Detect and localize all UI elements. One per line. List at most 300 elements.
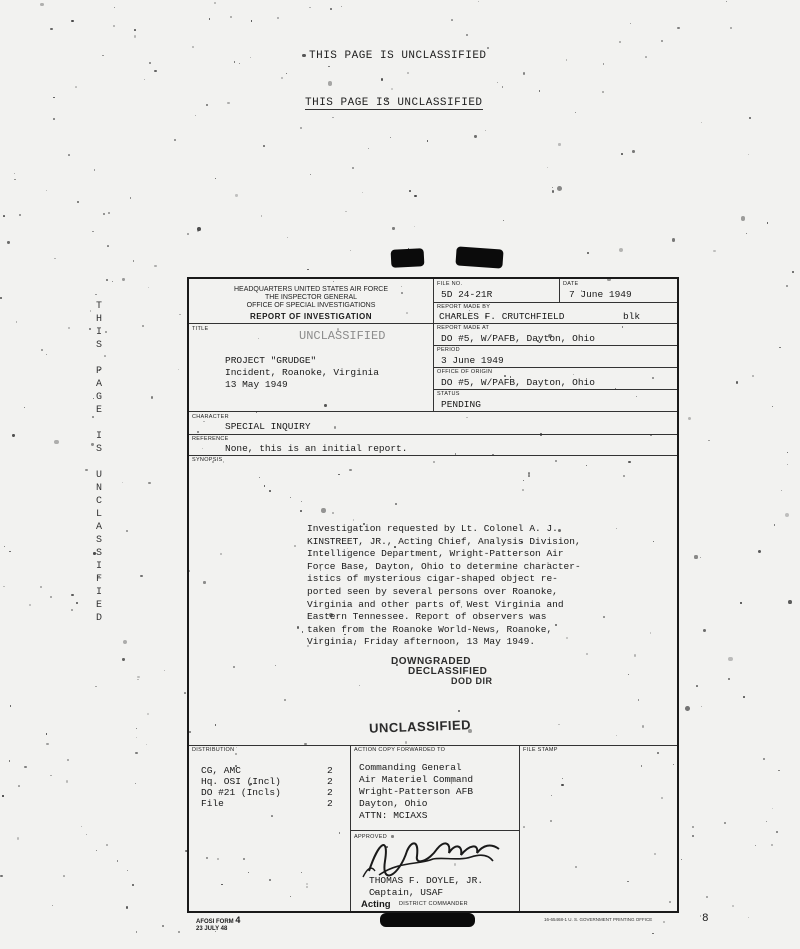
district-commander-label: DISTRICT COMMANDER	[399, 901, 468, 907]
report-title: REPORT OF INVESTIGATION	[249, 312, 373, 321]
speck	[7, 241, 9, 243]
form-date: 23 JULY 48	[196, 925, 228, 932]
distribution-name: Hq. OSI (Incl)	[201, 776, 281, 787]
distribution-count: 2	[327, 776, 333, 787]
side-stamp-letter: I	[95, 561, 102, 572]
speck	[3, 586, 5, 588]
speck	[758, 550, 761, 553]
speck	[287, 237, 288, 238]
speck	[771, 844, 773, 846]
speck	[330, 8, 332, 10]
speck	[151, 396, 153, 398]
speck	[67, 759, 69, 761]
signatory-rank: Captain, USAF	[369, 887, 444, 898]
speck	[146, 744, 147, 745]
speck	[3, 215, 5, 217]
speck	[772, 406, 773, 407]
speck	[681, 859, 682, 860]
speck	[362, 192, 363, 193]
speck	[40, 586, 42, 588]
speck	[162, 925, 164, 927]
speck	[19, 214, 21, 216]
speck	[50, 596, 52, 598]
side-stamp-letter: T	[95, 301, 102, 312]
speck	[122, 278, 124, 280]
period-value: 3 June 1949	[441, 355, 504, 366]
distribution-name: CG, AMC	[201, 765, 241, 776]
speck	[341, 6, 342, 7]
form-footer	[196, 917, 240, 932]
acting-label: Acting	[361, 899, 391, 910]
speck	[328, 66, 329, 67]
speck	[214, 2, 216, 4]
speck	[134, 29, 136, 31]
speck	[502, 86, 504, 88]
synopsis-line: istics of mysterious cigar-shaped object re-	[307, 573, 558, 585]
speck	[148, 482, 151, 485]
file-stamp-label: FILE STAMP	[523, 747, 558, 753]
speck	[703, 629, 706, 632]
speck	[776, 831, 778, 833]
speck	[786, 285, 788, 287]
speck	[9, 551, 11, 553]
period-label: PERIOD	[437, 347, 460, 353]
speck	[234, 61, 236, 63]
office-of-origin-label: OFFICE OF ORIGIN	[437, 369, 493, 375]
side-stamp-letter: I	[95, 431, 102, 442]
action-copy-label: ACTION COPY FORWARDED TO	[354, 747, 446, 753]
file-no-label: FILE NO.	[437, 281, 463, 287]
speck	[523, 72, 525, 74]
character-label: CHARACTER	[192, 414, 229, 420]
speck	[63, 875, 65, 877]
side-stamp-letter: S	[95, 535, 102, 546]
speck	[50, 775, 51, 776]
speck	[142, 325, 144, 327]
speck	[621, 153, 623, 155]
speck	[300, 127, 302, 129]
speck	[552, 187, 553, 188]
speck	[746, 233, 747, 234]
side-stamp-letter: S	[95, 340, 102, 351]
speck	[117, 860, 119, 862]
speck	[137, 676, 139, 678]
speck	[730, 27, 732, 29]
synopsis-line: taken from the Roanoke World-News, Roanoke,	[307, 623, 553, 635]
speck	[41, 349, 43, 351]
speck	[140, 575, 142, 577]
speck	[706, 896, 708, 898]
form-label: AFOSI FORM	[196, 919, 234, 925]
report-made-by-value: CHARLES F. CRUTCHFIELD	[439, 311, 565, 322]
report-made-at-value: DO #5, W/PAFB, Dayton, Ohio	[441, 333, 595, 344]
synopsis-line: Force Base, Dayton, Ohio to determine character-	[307, 560, 581, 572]
speck	[391, 88, 393, 90]
speck	[645, 56, 647, 58]
speck	[332, 117, 334, 119]
speck	[478, 1, 479, 2]
speck	[774, 524, 775, 525]
speck	[763, 758, 765, 760]
side-stamp-letter: E	[95, 600, 102, 611]
speck	[619, 248, 623, 252]
approved-label: APPROVED	[354, 834, 387, 840]
speck	[16, 321, 17, 322]
speck	[547, 167, 548, 168]
speck	[135, 752, 137, 754]
synopsis-label: SYNOPSIS	[192, 457, 223, 463]
speck	[390, 137, 391, 138]
speck	[18, 785, 20, 787]
speck	[103, 213, 105, 215]
title-line-1: PROJECT "GRUDGE"	[225, 355, 317, 366]
side-stamp-letter: A	[95, 522, 102, 533]
speck	[451, 19, 453, 21]
speck	[14, 179, 16, 181]
side-stamp-letter: P	[95, 366, 102, 377]
distribution-name: DO #21 (Incls)	[201, 787, 281, 798]
signature-scrawl	[359, 831, 519, 881]
speck	[54, 440, 58, 444]
speck	[779, 347, 780, 348]
speck	[113, 25, 115, 27]
speck	[164, 670, 165, 671]
speck	[700, 557, 701, 558]
office-of-origin-value: DO #5, W/PAFB, Dayton, Ohio	[441, 377, 595, 388]
speck	[53, 97, 55, 99]
speck	[414, 226, 415, 227]
speck	[485, 130, 486, 131]
speck	[106, 844, 108, 846]
speck	[24, 766, 26, 768]
speck	[132, 884, 134, 886]
speck	[749, 117, 751, 119]
speck	[748, 917, 749, 918]
speck	[184, 692, 186, 694]
speck	[0, 297, 1, 298]
speck	[179, 314, 181, 316]
form-number: 4	[235, 915, 241, 925]
speck	[251, 20, 253, 22]
speck	[147, 713, 149, 715]
speck	[130, 197, 131, 198]
side-stamp-letter: E	[95, 405, 102, 416]
speck	[632, 150, 635, 153]
speck	[692, 826, 694, 828]
speck	[107, 245, 109, 247]
speck	[688, 417, 691, 420]
speck	[368, 148, 369, 149]
date-label: DATE	[563, 281, 579, 287]
speck	[281, 77, 283, 79]
speck	[195, 115, 196, 116]
side-stamp-letter: S	[95, 444, 102, 455]
speck	[148, 287, 149, 288]
action-copy-line: Commanding General	[359, 762, 462, 773]
speck	[788, 600, 792, 604]
speck	[46, 354, 47, 355]
character-value: SPECIAL INQUIRY	[225, 421, 311, 432]
title-line-3: 13 May 1949	[225, 379, 288, 390]
distribution-count: 2	[327, 798, 333, 809]
reference-label: REFERENCE	[192, 436, 229, 442]
speck	[558, 143, 560, 145]
unclassified-stamp: UNCLASSIFIED	[368, 717, 472, 736]
speck	[94, 169, 95, 170]
speck	[748, 154, 749, 155]
speck	[144, 79, 146, 81]
speck	[766, 821, 767, 822]
speck	[701, 122, 702, 123]
speck	[787, 464, 788, 465]
speck	[106, 279, 108, 281]
speck	[310, 174, 311, 175]
speck	[736, 381, 738, 383]
speck	[263, 145, 265, 147]
speck	[96, 850, 98, 852]
action-copy-line: Wright-Patterson AFB	[359, 786, 474, 797]
action-copy-line: ATTN: MCIAXS	[359, 810, 428, 821]
report-made-at-label: REPORT MADE AT	[437, 325, 490, 331]
status-value: PENDING	[441, 399, 481, 410]
speck	[409, 190, 411, 192]
speck	[566, 59, 567, 60]
signatory-name: THOMAS F. DOYLE, JR.	[369, 875, 484, 886]
speck	[71, 594, 73, 596]
date-value: 7 June 1949	[569, 289, 632, 300]
synopsis-line: Investigation requested by Lt. Colonel A. J.	[307, 523, 558, 534]
speck	[133, 260, 134, 261]
speck	[728, 657, 732, 661]
speck	[114, 7, 115, 8]
speck	[230, 16, 232, 18]
report-made-by-label: REPORT MADE BY	[437, 304, 491, 310]
file-no-value: 5D 24-21R	[441, 289, 493, 300]
speck	[136, 737, 137, 738]
speck	[767, 222, 768, 223]
speck	[309, 7, 311, 9]
speck	[539, 90, 541, 92]
status-label: STATUS	[437, 391, 460, 397]
speck	[135, 783, 136, 784]
speck	[277, 17, 279, 19]
reference-value: None, this is an initial report.	[225, 443, 408, 454]
side-stamp-letter: D	[95, 613, 102, 624]
speck	[89, 328, 91, 330]
speck	[187, 233, 189, 235]
title-faint-stamp: UNCLASSIFIED	[299, 329, 386, 343]
speck	[677, 27, 679, 29]
speck	[466, 34, 468, 36]
speck	[136, 931, 137, 932]
downgraded-stamp: DOWNGRADED	[391, 656, 471, 667]
speck	[743, 696, 745, 698]
speck	[696, 685, 698, 687]
speck	[215, 178, 217, 180]
side-stamp-letter: G	[95, 392, 102, 403]
distribution-count: 2	[327, 787, 333, 798]
speck	[92, 231, 94, 233]
speck	[95, 294, 97, 296]
speck	[630, 23, 631, 24]
speck	[53, 118, 55, 120]
distribution-name: File	[201, 798, 224, 809]
speck	[732, 905, 734, 907]
speck	[17, 837, 19, 839]
speck	[178, 369, 180, 371]
speck	[685, 706, 690, 711]
speck	[90, 310, 91, 311]
speck	[352, 167, 354, 169]
speck	[755, 845, 757, 847]
distribution-count: 2	[327, 765, 333, 776]
side-stamp-letter: I	[95, 587, 102, 598]
synopsis-line: Virginia and other parts of West Virginia and	[307, 598, 564, 610]
speck	[14, 173, 15, 174]
speck	[772, 808, 773, 809]
side-stamp-letter: U	[95, 470, 102, 481]
side-stamp-letter: L	[95, 509, 102, 520]
speck	[740, 602, 741, 603]
redaction-mark-1	[391, 248, 425, 268]
speck	[487, 47, 489, 49]
report-form	[187, 277, 679, 913]
speck	[619, 41, 621, 43]
side-stamp-letter: I	[95, 327, 102, 338]
speck	[728, 678, 730, 680]
action-copy-line: Air Materiel Command	[359, 774, 474, 785]
speck	[250, 57, 251, 58]
speck	[741, 216, 745, 220]
speck	[134, 35, 136, 37]
speck	[603, 63, 605, 65]
speck	[46, 743, 49, 746]
speck	[209, 18, 211, 20]
speck	[752, 375, 754, 377]
speck	[75, 86, 77, 88]
speck	[127, 870, 128, 871]
speck	[4, 546, 5, 547]
speck	[46, 733, 47, 734]
speck	[174, 139, 176, 141]
title-label: TITLE	[192, 326, 209, 332]
speck	[713, 250, 715, 252]
synopsis-line: ported seen by several persons over Roanoke,	[307, 586, 558, 597]
speck	[575, 112, 576, 113]
speck	[557, 186, 562, 191]
speck	[407, 72, 409, 74]
speck	[701, 706, 703, 708]
speck	[68, 327, 70, 329]
speck	[286, 73, 287, 74]
speck	[68, 154, 70, 156]
speck	[2, 795, 3, 796]
speck	[54, 258, 56, 260]
speck	[345, 211, 346, 212]
speck	[663, 921, 665, 923]
speck	[708, 440, 710, 442]
speck	[71, 609, 73, 611]
speck	[50, 28, 52, 30]
header-line-2: THE INSPECTOR GENERAL	[264, 294, 358, 301]
synopsis-line: Intelligence Department, Wright-Patterson Air	[307, 548, 564, 560]
speck	[9, 760, 10, 761]
speck	[227, 102, 229, 104]
speck	[136, 728, 137, 729]
speck	[126, 530, 128, 532]
speck	[154, 265, 156, 267]
speck	[778, 770, 780, 772]
speck	[785, 513, 789, 517]
action-copy-line: Dayton, Ohio	[359, 798, 428, 809]
speck	[414, 195, 416, 197]
speck	[661, 40, 662, 41]
speck	[24, 407, 25, 408]
speck	[86, 834, 87, 835]
header-line-1: HEADQUARTERS UNITED STATES AIR FORCE	[233, 286, 389, 293]
redaction-mark-2	[455, 246, 503, 268]
speck	[122, 658, 124, 660]
speck	[587, 252, 589, 254]
speck	[302, 54, 305, 57]
speck	[178, 931, 180, 933]
speck	[672, 238, 676, 242]
speck	[552, 190, 554, 192]
speck	[95, 686, 97, 688]
top-unclassified-stamp-1: THIS PAGE IS UNCLASSIFIED	[309, 50, 487, 62]
speck	[427, 140, 429, 142]
speck	[787, 452, 788, 453]
distribution-label: DISTRIBUTION	[192, 747, 235, 753]
speck	[112, 281, 113, 282]
speck	[206, 104, 208, 106]
speck	[123, 640, 127, 644]
speck	[692, 835, 694, 837]
speck	[12, 434, 14, 436]
header-line-3: OFFICE OF SPECIAL INVESTIGATIONS	[246, 302, 376, 309]
speck	[694, 555, 697, 558]
side-stamp-letter: F	[95, 574, 102, 585]
speck	[137, 679, 139, 681]
speck	[781, 490, 782, 491]
speck	[102, 55, 103, 56]
speck	[149, 62, 151, 64]
speck	[40, 3, 44, 7]
speck	[792, 271, 794, 273]
speck	[122, 482, 123, 483]
speck	[350, 250, 352, 252]
title-line-2: Incident, Roanoke, Virginia	[225, 367, 379, 378]
speck	[0, 875, 2, 877]
speck	[81, 826, 82, 827]
speck	[197, 227, 201, 231]
top-unclassified-stamp-2: THIS PAGE IS UNCLASSIFIED	[305, 97, 483, 109]
speck	[602, 91, 604, 93]
declassified-stamp: DECLASSIFIED	[408, 666, 488, 677]
speck	[474, 135, 476, 137]
synopsis-line: KINSTREET, JR., Acting Chief, Analysis Division,	[307, 535, 581, 547]
speck	[261, 215, 262, 216]
speck	[66, 780, 68, 782]
speck	[77, 201, 79, 203]
side-stamp-letter: S	[95, 548, 102, 559]
side-stamp-letter: N	[95, 483, 102, 494]
speck	[652, 933, 654, 935]
gpo-imprint: 16-65468-1 U. S. GOVERNMENT PRINTING OFFICE	[544, 917, 653, 922]
side-stamp-letter: H	[95, 314, 102, 325]
speck	[10, 705, 11, 706]
synopsis-line: Virginia, Friday afternoon, 13 May 1949.	[307, 636, 536, 648]
